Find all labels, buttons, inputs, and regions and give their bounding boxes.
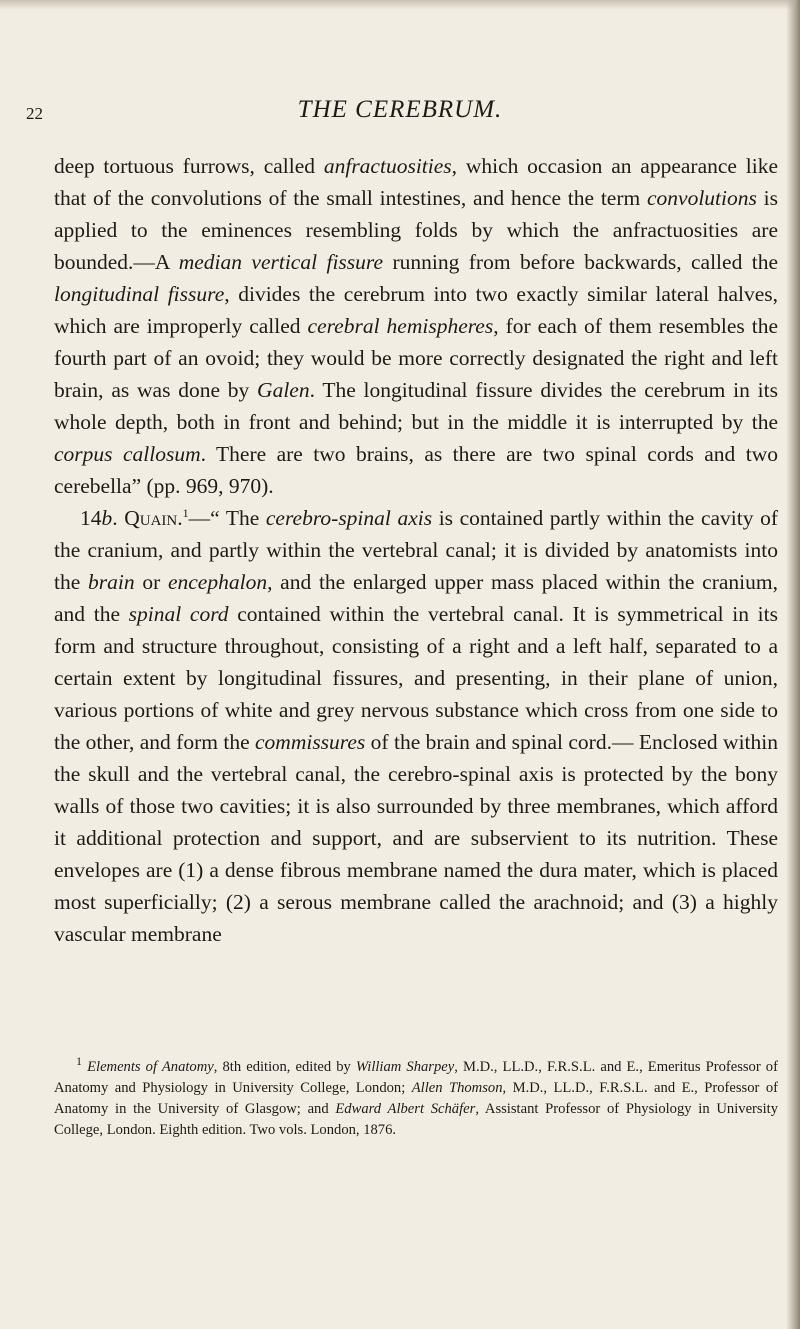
- page-top-shadow: [0, 0, 800, 10]
- paragraph-2: 14b. Quain.$^1$—“ The cerebro-spinal axis is contained partly within the cavity of the cranium, and partly within the vertebral canal; it is divided by anatomists into the brain or encephalon, and the enlarged upper mass placed within the cranium, and the spinal cord contained within the vertebral canal. It is symmetrical in its form and structure throughout, consisting of a right and a left half, separated to a certain extent by longitudinal fissures, and presenting, in their plane of union, various portions of white and grey nervous substance which cross from one side to the other, and form the commissures of the brain and spinal cord.— Enclosed within the skull and the vertebral canal, the cerebro-spinal axis is protected by the bony walls of those two cavities; it is also surrounded by three membranes, which afford it additional protection and support, and are subservient to its nutrition. These envelopes are (1) a dense fibrous membrane named the dura mater, which is placed most superficially; (2) a serous membrane called the arachnoid; and (3) a highly vascular membrane: [54, 505, 778, 946]
- quoted-author: Quain.: [124, 506, 183, 530]
- footnote-ref: 1: [182, 505, 189, 520]
- page-gutter-shadow: [786, 0, 800, 1329]
- running-head: THE CEREBRUM.: [297, 96, 503, 123]
- page-number: 22: [26, 104, 43, 123]
- section-number: 14: [80, 506, 102, 530]
- footnote-mark: 1: [76, 1054, 82, 1069]
- footnote: $^1$ Elements of Anatomy, 8th edition, edited by William Sharpey, M.D., LL.D., F.R.S.L. and E., Emeritus Professor of Anatomy and Physiology in University College, London; Allen Thomson, M.D., LL.D., F.R.S.L. and E., Professor of Anatomy in the University of Glasgow; and Edward Albert Schäfer, Assistant Professor of Physiology in University College, London. Eighth edition. Two vols. London, 1876.: [54, 1054, 778, 1138]
- main-text: [54, 150, 778, 950]
- paragraph-1: deep tortuous furrows, called anfractuosities, which occasion an appearance like that of the convolutions of the small intestines, and hence the term convolutions is applied to the eminences resembling folds by which the anfractuosities are bounded.—A median vertical fissure running from before backwards, called the longitudinal fissure, divides the cerebrum into two exactly similar lateral halves, which are improperly called cerebral hemispheres, for each of them resembles the fourth part of an ovoid; they would be more correctly designated the right and left brain, as was done by Galen. The longitudinal fissure divides the cerebrum in its whole depth, both in front and behind; but in the middle it is interrupted by the corpus callosum. There are two brains, as there are two spinal cords and two cerebella” (pp. 969, 970).: [54, 154, 778, 498]
